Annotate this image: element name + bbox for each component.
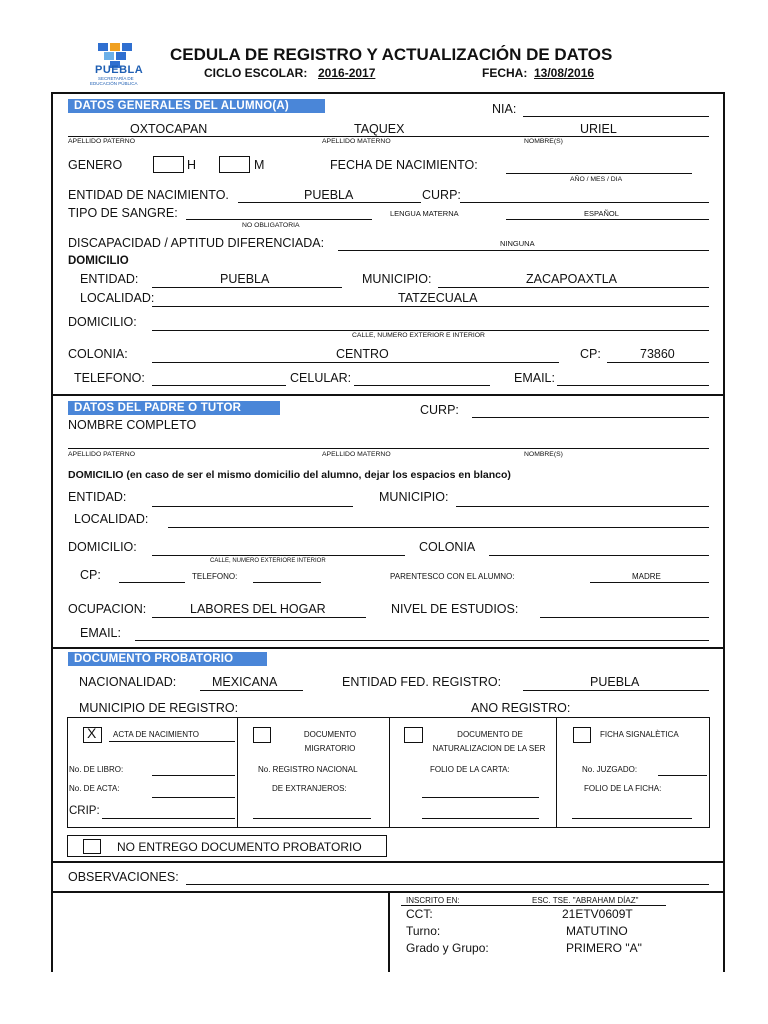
fecha-label: FECHA:: [482, 66, 528, 80]
nacionalidad-field[interactable]: [200, 690, 303, 691]
no-juzgado-field[interactable]: [658, 775, 707, 776]
padre-cp-label: CP:: [80, 568, 101, 582]
padre-domicilio-field[interactable]: [152, 555, 405, 556]
cp-field[interactable]: [607, 362, 709, 363]
padre-curp-field[interactable]: [472, 417, 709, 418]
fecha-nac-hint: AÑO / MES / DIA: [570, 176, 623, 183]
celular-field[interactable]: [354, 385, 490, 386]
tipo-sangre-label: TIPO DE SANGRE:: [68, 206, 178, 220]
migratorio-label-1: DOCUMENTO: [303, 730, 357, 739]
no-entrego-label: NO ENTREGO DOCUMENTO PROBATORIO: [117, 840, 362, 854]
entidad-nac-field[interactable]: [238, 202, 421, 203]
no-entrego-checkbox[interactable]: [83, 839, 101, 854]
crip-label: CRIP:: [69, 805, 100, 817]
lbl-ap-paterno: APELLIDO PATERNO: [68, 138, 135, 145]
entidad-field[interactable]: [152, 287, 342, 288]
entidad-nac-label: ENTIDAD DE NACIMIENTO.: [68, 188, 229, 202]
localidad-label: LOCALIDAD:: [80, 291, 155, 305]
folio-carta-field-1[interactable]: [422, 797, 539, 798]
ocupacion-value: LABORES DEL HOGAR: [190, 602, 326, 616]
turno-label: Turno:: [406, 924, 441, 938]
municipio-value: ZACAPOAXTLA: [526, 272, 617, 286]
folio-carta-field-2[interactable]: [422, 818, 539, 819]
municipio-reg-label: MUNICIPIO DE REGISTRO:: [79, 701, 239, 715]
documento-banner: DOCUMENTO PROBATORIO: [68, 652, 267, 666]
extranjeros-field[interactable]: [253, 818, 371, 819]
celular-label: CELULAR:: [290, 371, 352, 385]
padre-domicilio-label: DOMICILIO:: [68, 540, 137, 554]
padre-localidad-field[interactable]: [168, 527, 709, 528]
lengua-field[interactable]: [506, 219, 709, 220]
entidad-reg-label: ENTIDAD FED. REGISTRO:: [342, 675, 502, 689]
frame-left: [51, 92, 53, 972]
fecha-nac-field[interactable]: [506, 173, 692, 174]
lengua-value: ESPAÑOL: [584, 209, 619, 218]
frame-top: [51, 92, 725, 94]
ano-reg-label: ANO REGISTRO:: [471, 701, 571, 715]
logo: [84, 40, 150, 84]
no-acta-label: No. DE ACTA:: [69, 784, 120, 793]
curp-label: CURP:: [422, 188, 461, 202]
domicilio-label: DOMICILIO:: [68, 315, 137, 329]
docgrid-col3: [556, 717, 557, 827]
no-juzgado-label: No. JUZGADO:: [582, 765, 638, 774]
domicilio-hint: CALLE, NUMERO EXTERIOR E INTERIOR: [352, 332, 485, 339]
padre-municipio-label: MUNICIPIO:: [379, 490, 449, 504]
nia-field[interactable]: [523, 116, 709, 117]
registro-nacional-label: No. REGISTRO NACIONAL: [258, 765, 358, 774]
padre-domicilio-note: DOMICILIO (en caso de ser el mismo domicilio del alumno, dejar los espacios en blanco): [68, 469, 511, 481]
padre-curp-label: CURP:: [420, 403, 459, 417]
localidad-field[interactable]: [152, 306, 709, 307]
padre-colonia-label: COLONIA: [419, 540, 476, 554]
logo-name: PUEBLA: [95, 64, 144, 76]
padre-cp-field[interactable]: [119, 582, 185, 583]
no-libro-field[interactable]: [152, 775, 235, 776]
crip-field[interactable]: [102, 818, 235, 819]
localidad-value: TATZECUALA: [398, 291, 478, 305]
fecha-value: 13/08/2016: [534, 66, 595, 80]
lbl-nombres: NOMBRE(S): [524, 138, 563, 145]
parentesco-field[interactable]: [590, 582, 709, 583]
acta-underline: [109, 741, 235, 742]
alumno-banner: DATOS GENERALES DEL ALUMNO(A): [68, 99, 325, 113]
padre-lbl-nombres: NOMBRE(S): [524, 451, 563, 458]
grado-value: PRIMERO "A": [566, 941, 642, 955]
nacionalidad-value: MEXICANA: [212, 675, 278, 689]
padre-localidad-label: LOCALIDAD:: [74, 512, 149, 526]
docgrid-col1: [237, 717, 238, 827]
acta-label: ACTA DE NACIMIENTO: [113, 730, 199, 739]
genero-h-label: H: [187, 158, 197, 172]
genero-h-checkbox[interactable]: [153, 156, 184, 173]
folio-carta-label: FOLIO DE LA CARTA:: [430, 765, 510, 774]
naturalizacion-checkbox[interactable]: [404, 727, 423, 743]
nombre-line[interactable]: [68, 136, 709, 137]
grado-label: Grado y Grupo:: [406, 941, 489, 955]
ciclo-value: 2016-2017: [318, 66, 376, 80]
ficha-label: FICHA SIGNALÈTICA: [600, 730, 679, 739]
colonia-field[interactable]: [152, 362, 559, 363]
lengua-label: LENGUA MATERNA: [390, 209, 459, 218]
apellido-paterno-value: OXTOCAPAN: [130, 122, 208, 136]
apellido-materno-value: TAQUEX: [354, 122, 405, 136]
email-label: EMAIL:: [514, 371, 555, 385]
email-field[interactable]: [557, 385, 709, 386]
genero-m-checkbox[interactable]: [219, 156, 250, 173]
cp-value: 73860: [640, 347, 675, 361]
divider-1: [51, 394, 725, 396]
parentesco-label: PARENTESCO CON EL ALUMNO:: [390, 572, 515, 581]
no-obligatoria-hint: NO OBLIGATORIA: [242, 222, 300, 229]
cct-value: 21ETV0609T: [562, 907, 633, 921]
ocupacion-label: OCUPACION:: [68, 602, 147, 616]
nacionalidad-label: NACIONALIDAD:: [79, 675, 177, 689]
nombres-value: URIEL: [580, 122, 617, 136]
padre-lbl-ap-paterno: APELLIDO PATERNO: [68, 451, 135, 458]
inscrito-escuela: ESC. TSE. "ABRAHAM DÍAZ": [532, 896, 639, 905]
padre-entidad-field[interactable]: [152, 506, 353, 507]
entidad-nac-value: PUEBLA: [304, 188, 354, 202]
no-acta-field[interactable]: [152, 797, 235, 798]
migratorio-label-2: MIGRATORIO: [304, 744, 356, 753]
padre-colonia-field[interactable]: [489, 555, 709, 556]
padre-lbl-ap-materno: APELLIDO MATERNO: [322, 451, 391, 458]
no-libro-label: No. DE LIBRO:: [69, 765, 124, 774]
padre-email-label: EMAIL:: [80, 626, 121, 640]
tipo-sangre-field[interactable]: [186, 219, 372, 220]
docgrid-right: [709, 717, 710, 827]
ciclo-label: CICLO ESCOLAR:: [204, 66, 308, 80]
municipio-field[interactable]: [438, 287, 709, 288]
frame-right: [723, 92, 725, 972]
nivel-estudios-label: NIVEL DE ESTUDIOS:: [391, 602, 519, 616]
padre-banner: DATOS DEL PADRE O TUTOR: [68, 401, 280, 415]
folio-ficha-field[interactable]: [572, 818, 692, 819]
divider-bottom-v: [388, 891, 390, 972]
lbl-ap-materno: APELLIDO MATERNO: [322, 138, 391, 145]
telefono-label: TELEFONO:: [74, 371, 145, 385]
domicilio-field[interactable]: [152, 330, 709, 331]
telefono-field[interactable]: [152, 385, 286, 386]
migratorio-checkbox[interactable]: [253, 727, 271, 743]
padre-entidad-label: ENTIDAD:: [68, 490, 127, 504]
entidad-reg-field[interactable]: [523, 690, 709, 691]
ocupacion-field[interactable]: [152, 617, 366, 618]
folio-ficha-label: FOLIO DE LA FICHA:: [584, 784, 662, 793]
cct-label: CCT:: [406, 907, 433, 921]
domicilio-title: DOMICILIO: [68, 255, 129, 267]
ficha-checkbox[interactable]: [573, 727, 591, 743]
nombre-completo-label: NOMBRE COMPLETO: [68, 418, 197, 432]
acta-mark: X: [87, 725, 97, 741]
colonia-label: COLONIA:: [68, 347, 128, 361]
entidad-label: ENTIDAD:: [80, 272, 139, 286]
padre-nombre-field[interactable]: [68, 448, 709, 449]
inscrito-label: INSCRITO EN:: [406, 896, 460, 905]
entidad-value: PUEBLA: [220, 272, 270, 286]
logo-sub2: EDUCACIÓN PÚBLICA: [90, 81, 138, 86]
entidad-reg-value: PUEBLA: [590, 675, 640, 689]
naturalizacion-label-2: NATURALIZACION DE LA SER: [432, 744, 546, 753]
padre-telefono-field[interactable]: [253, 582, 321, 583]
genero-label: GENERO: [68, 158, 123, 172]
inscrito-underline: [401, 905, 666, 906]
divider-3: [51, 861, 725, 863]
discapacidad-field[interactable]: [338, 250, 709, 251]
parentesco-value: MADRE: [632, 572, 661, 581]
discapacidad-label: DISCAPACIDAD / APTITUD DIFERENCIADA:: [68, 236, 325, 250]
naturalizacion-label-1: DOCUMENTO DE: [457, 730, 523, 739]
municipio-label: MUNICIPIO:: [362, 272, 432, 286]
page-title: CEDULA DE REGISTRO Y ACTUALIZACIÓN DE DATOS: [170, 45, 613, 64]
docgrid-bottom: [67, 827, 710, 828]
observaciones-label: OBSERVACIONES:: [68, 870, 179, 884]
observaciones-field[interactable]: [186, 884, 709, 885]
curp-field[interactable]: [460, 202, 709, 203]
padre-municipio-field[interactable]: [456, 506, 709, 507]
genero-m-label: M: [254, 158, 265, 172]
fecha-nac-label: FECHA DE NACIMIENTO:: [330, 158, 478, 172]
extranjeros-label: DE EXTRANJEROS:: [272, 784, 347, 793]
colonia-value: CENTRO: [336, 347, 389, 361]
padre-domicilio-hint: CALLE, NUMERO EXTERIORE INTERIOR: [210, 558, 326, 564]
cp-label: CP:: [580, 347, 601, 361]
nivel-estudios-field[interactable]: [540, 617, 709, 618]
logo-sub1: SECRETARÍA DE: [98, 76, 134, 81]
divider-2: [51, 647, 725, 649]
turno-value: MATUTINO: [566, 924, 628, 938]
nia-label: NIA:: [492, 102, 517, 116]
docgrid-col2: [389, 717, 390, 827]
discapacidad-value: NINGUNA: [500, 239, 535, 248]
padre-telefono-label: TELEFONO:: [192, 572, 238, 581]
padre-email-field[interactable]: [135, 640, 709, 641]
docgrid-left: [67, 717, 68, 827]
